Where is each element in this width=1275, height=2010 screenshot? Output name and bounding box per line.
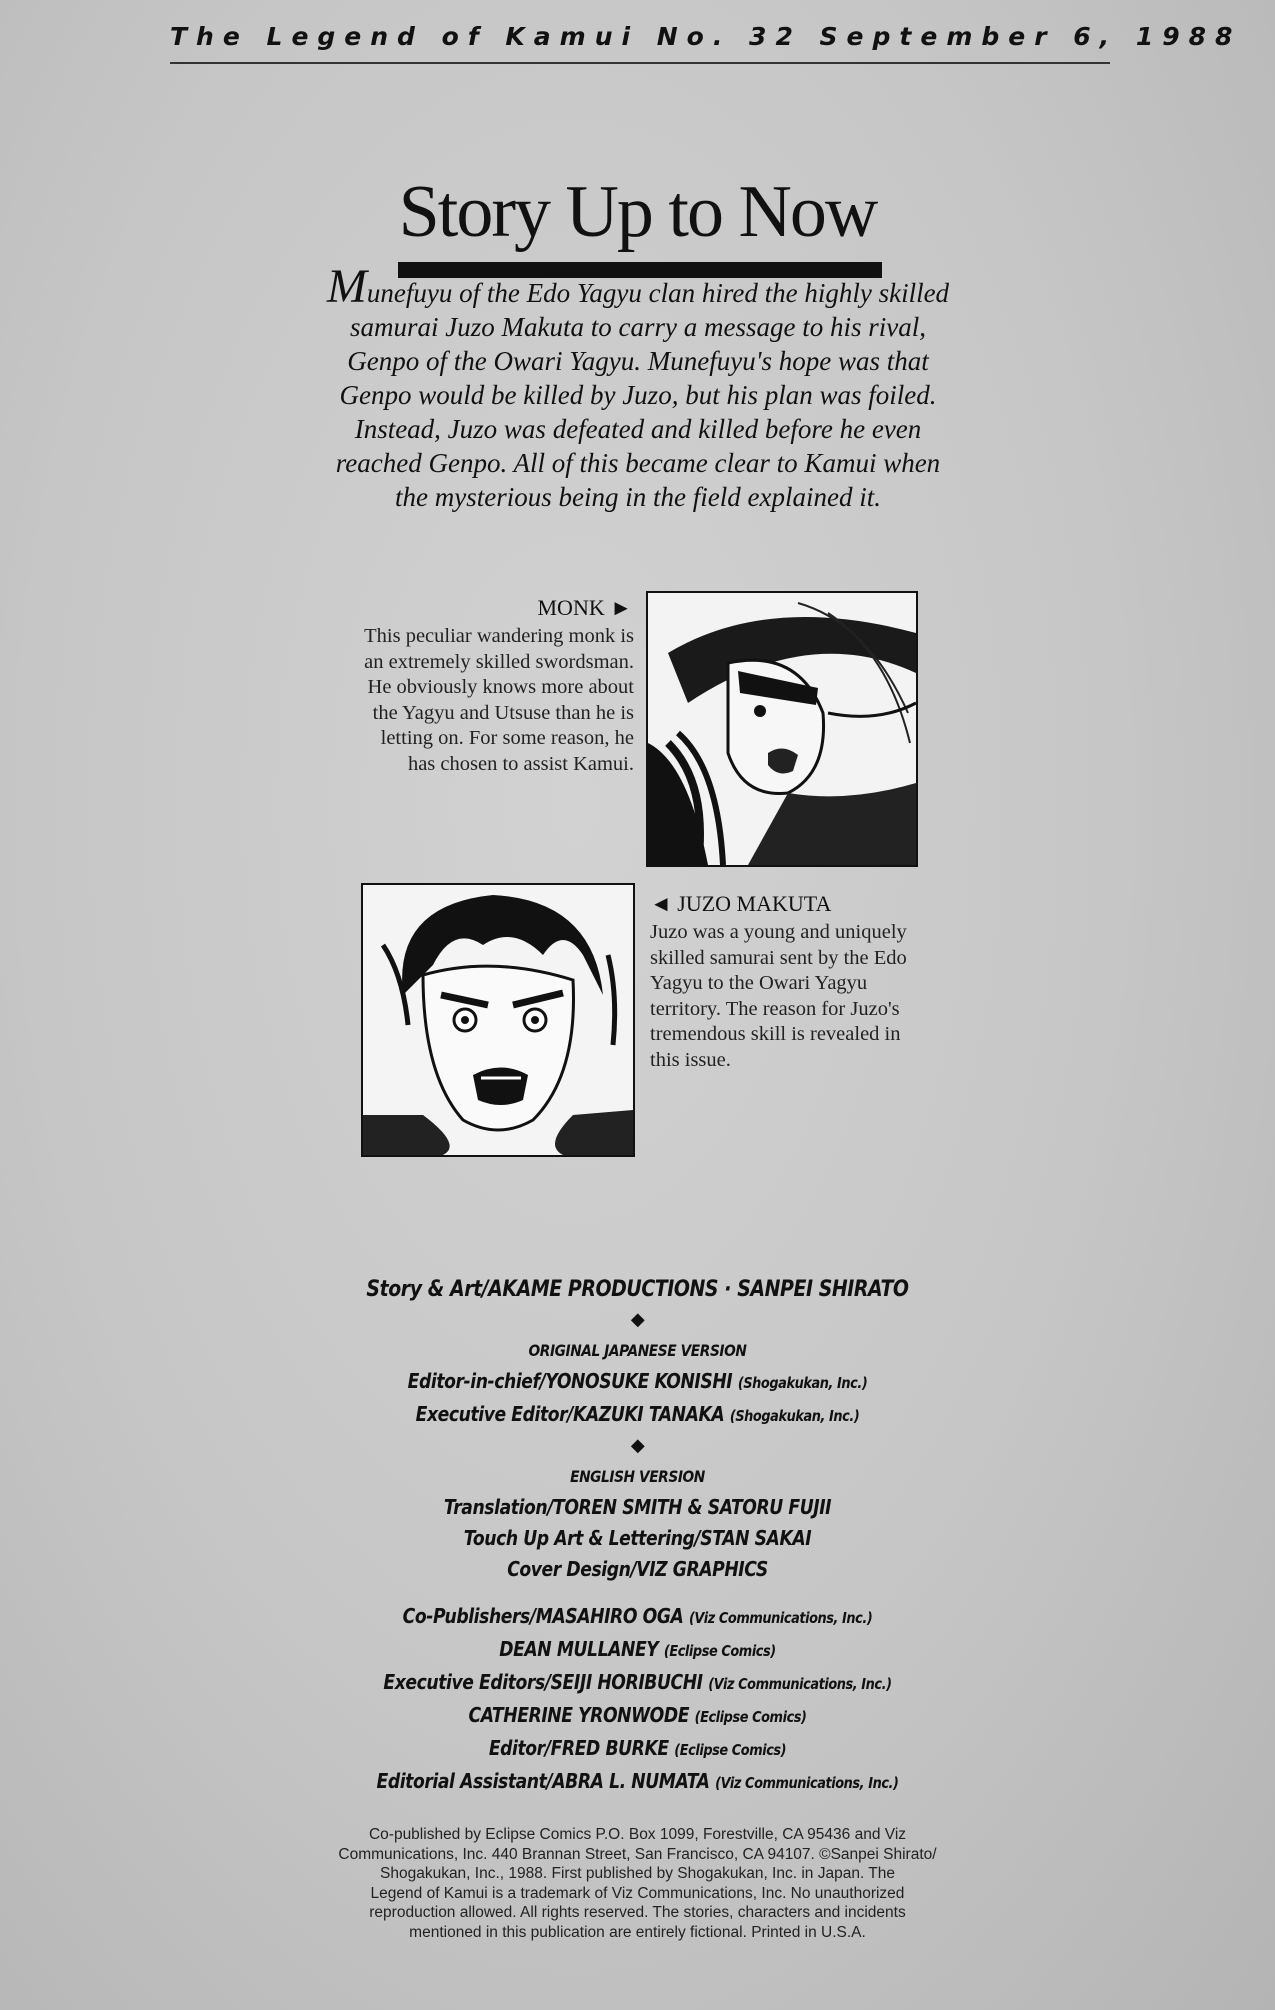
credit-translation: Translation/TOREN SMITH & SATORU FUJII (443, 1495, 832, 1519)
legal-footer (300, 1825, 975, 1942)
footer-line: Co-published by Eclipse Comics P.O. Box 1099, Forestville, CA 95436 and Viz (368, 1826, 907, 1843)
credit-executive-editor-jp: Executive Editor/KAZUKI TANAKA (Shogakukan, Inc.) (415, 1402, 860, 1426)
monk-portrait-image (646, 591, 918, 867)
story-synopsis (318, 260, 958, 514)
credits-block (0, 1274, 1275, 1799)
credit-copublishers: Co-Publishers/MASAHIRO OGA (Viz Communications, Inc.) (402, 1604, 873, 1628)
footer-line: mentioned in this publication are entirely fictional. Printed in U.S.A. (409, 1923, 866, 1941)
footer-line: Shogakukan, Inc., 1988. First published by Shogakukan, Inc. in Japan. The (380, 1865, 895, 1882)
diamond-divider: ◆ (630, 1309, 645, 1330)
english-version-heading: ENGLISH VERSION (570, 1467, 705, 1486)
footer-line: reproduction allowed. All rights reserved. The stories, characters and incidents (369, 1904, 906, 1921)
credit-exec-editors: Executive Editors/SEIJI HORIBUCHI (Viz Communications, Inc.) (383, 1670, 892, 1694)
credit-copublisher2: DEAN MULLANEY (Eclipse Comics) (499, 1637, 776, 1661)
juzo-label: ◄ JUZO MAKUTA (650, 891, 832, 916)
footer-line: Legend of Kamui is a trademark of Viz Communications, Inc. No unauthorized (370, 1884, 905, 1902)
diamond-divider: ◆ (630, 1435, 645, 1456)
original-version-heading: ORIGINAL JAPANESE VERSION (528, 1341, 747, 1360)
credit-exec-editor2: CATHERINE YRONWODE (Eclipse Comics) (468, 1703, 807, 1727)
juzo-portrait-image (361, 883, 635, 1157)
footer-line: Communications, Inc. 440 Brannan Street, San Francisco, CA 94107. ©Sanpei Shirato/ (338, 1845, 937, 1863)
synopsis-text: unefuyu of the Edo Yagyu clan hired the highly skilled samurai Juzo Makuta to carry a message to his rival, Genpo of the Owari Yagyu. Munefuyu's hope was that Genpo would be killed by Juzo, but his plan was foiled. Instead, Juzo was defeated and killed before he even reached Genpo. All of this became clear to Kamui when the mysterious being in the field explained it. (335, 278, 950, 512)
page-title: Story Up to Now (398, 171, 877, 253)
synopsis-dropcap: M (326, 260, 367, 313)
issue-header: The Legend of Kamui No. 32 September 6, 1988 (170, 22, 1110, 64)
credit-touchup: Touch Up Art & Lettering/STAN SAKAI (463, 1526, 812, 1550)
monk-description: This peculiar wandering monk is an extremely skilled swordsman. He obviously knows more about the Yagyu and Utsuse than he is letting on. For some reason, he has chosen to assist Kamui. (364, 625, 634, 775)
credit-cover: Cover Design/VIZ GRAPHICS (507, 1557, 768, 1581)
credit-editorial-assistant: Editorial Assistant/ABRA L. NUMATA (Viz Communications, Inc.) (376, 1769, 899, 1793)
juzo-description: Juzo was a young and uniquely skilled samurai sent by the Edo Yagyu to the Owari Yagyu territory. The reason for Juzo's tremendous skill is revealed in this issue. (650, 921, 907, 1071)
monk-label: MONK ► (537, 595, 632, 620)
credit-editor-in-chief: Editor-in-chief/YONOSUKE KONISHI (Shogakukan, Inc.) (407, 1369, 868, 1393)
credit-story-art: Story & Art/AKAME PRODUCTIONS · SANPEI SHIRATO (366, 1277, 909, 1302)
credit-editor: Editor/FRED BURKE (Eclipse Comics) (488, 1736, 787, 1760)
